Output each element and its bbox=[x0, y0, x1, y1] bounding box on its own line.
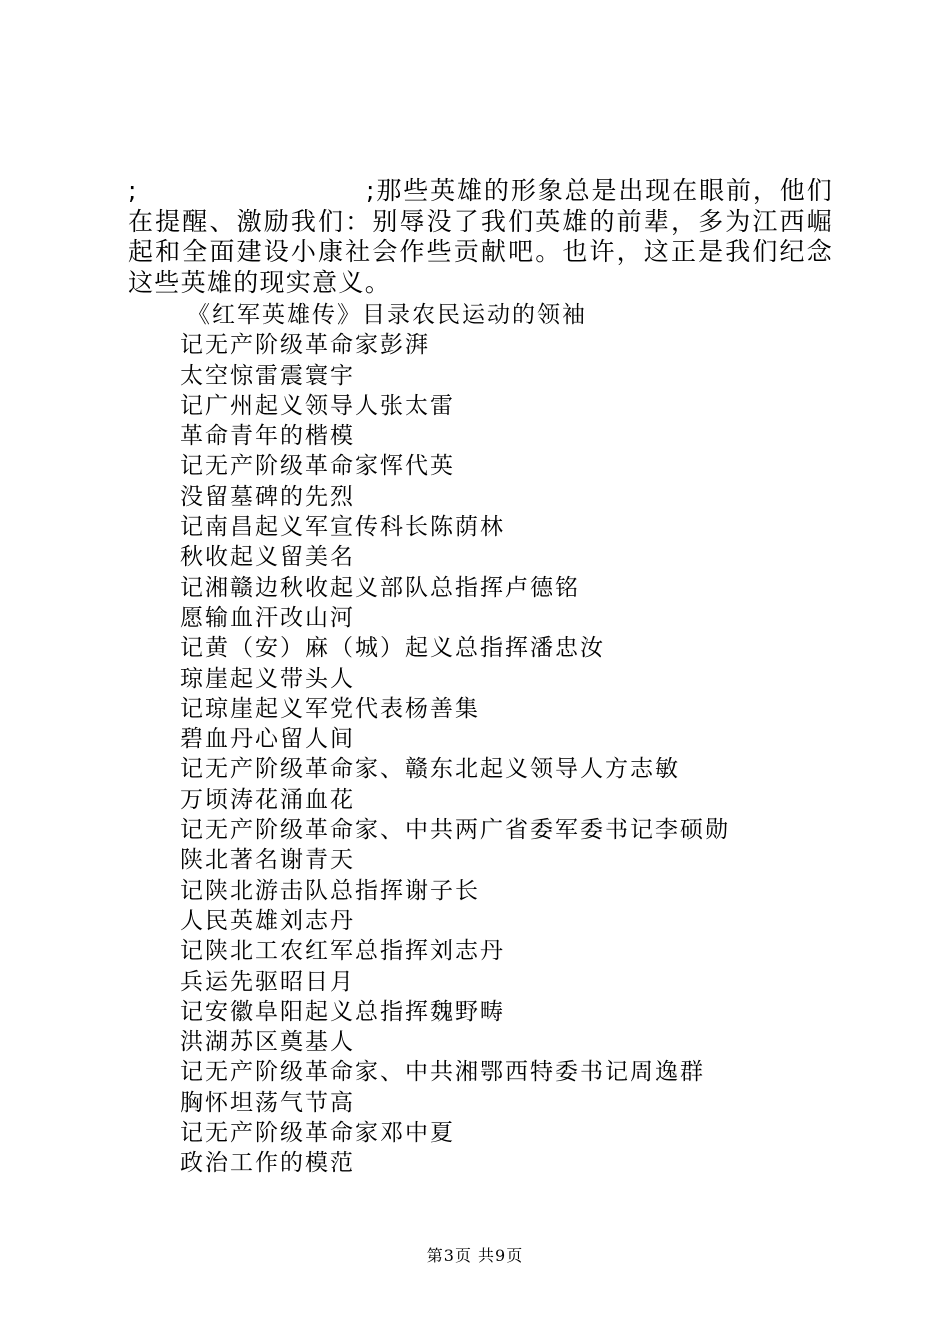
toc-item: 记琼崖起义军党代表杨善集 bbox=[180, 695, 480, 722]
page-footer: 第3页 共9页 bbox=[426, 1246, 524, 1265]
paragraph-text: ;那些英雄的形象总是出现在眼前，他们在提醒、激励我们：别辱没了我们英雄的前辈，多为江西崛起和全面建设小康社会作些贡献吧。也许，这正是我们纪念这些英雄的现实意义。 bbox=[128, 176, 833, 297]
toc-item: 记南昌起义军宣传科长陈荫林 bbox=[180, 514, 505, 541]
body-paragraph bbox=[128, 176, 833, 298]
toc-item: 记黄（安）麻（城）起义总指挥潘忠汝 bbox=[180, 635, 605, 662]
toc-item: 洪湖苏区奠基人 bbox=[180, 1029, 355, 1056]
toc-item: 胸怀坦荡气节高 bbox=[180, 1089, 355, 1116]
toc-item: 记广州起义领导人张太雷 bbox=[180, 392, 455, 419]
table-of-contents bbox=[180, 300, 730, 1179]
toc-item: 人民英雄刘志丹 bbox=[180, 907, 355, 934]
toc-item: 记无产阶级革命家、赣东北起义领导人方志敏 bbox=[180, 756, 680, 783]
toc-item: 兵运先驱昭日月 bbox=[180, 968, 355, 995]
toc-item: 《红军英雄传》目录农民运动的领袖 bbox=[187, 302, 587, 328]
leading-semicolon: ; bbox=[128, 176, 138, 205]
toc-item: 革命青年的楷模 bbox=[180, 423, 355, 450]
toc-item: 记无产阶级革命家、中共两广省委军委书记李硕勋 bbox=[180, 817, 730, 844]
toc-item: 记无产阶级革命家、中共湘鄂西特委书记周逸群 bbox=[180, 1059, 705, 1086]
toc-item: 记无产阶级革命家彭湃 bbox=[180, 332, 430, 359]
toc-item: 记安徽阜阳起义总指挥魏野畴 bbox=[180, 998, 505, 1025]
toc-item: 记无产阶级革命家恽代英 bbox=[180, 453, 455, 480]
toc-item: 琼崖起义带头人 bbox=[180, 665, 355, 692]
toc-item: 陕北著名谢青天 bbox=[180, 847, 355, 874]
toc-item: 太空惊雷震寰宇 bbox=[180, 362, 355, 389]
toc-item: 秋收起义留美名 bbox=[180, 544, 355, 571]
toc-item: 记湘赣边秋收起义部队总指挥卢德铭 bbox=[180, 574, 580, 601]
toc-item: 记无产阶级革命家邓中夏 bbox=[180, 1120, 455, 1147]
toc-item: 没留墓碑的先烈 bbox=[180, 483, 355, 510]
toc-item: 万顷涛花涌血花 bbox=[180, 786, 355, 813]
toc-item: 记陕北游击队总指挥谢子长 bbox=[180, 877, 480, 904]
toc-item: 碧血丹心留人间 bbox=[180, 726, 355, 753]
toc-item: 记陕北工农红军总指挥刘志丹 bbox=[180, 938, 505, 965]
toc-item: 政治工作的模范 bbox=[180, 1150, 355, 1177]
toc-item: 愿输血汗改山河 bbox=[180, 604, 355, 631]
